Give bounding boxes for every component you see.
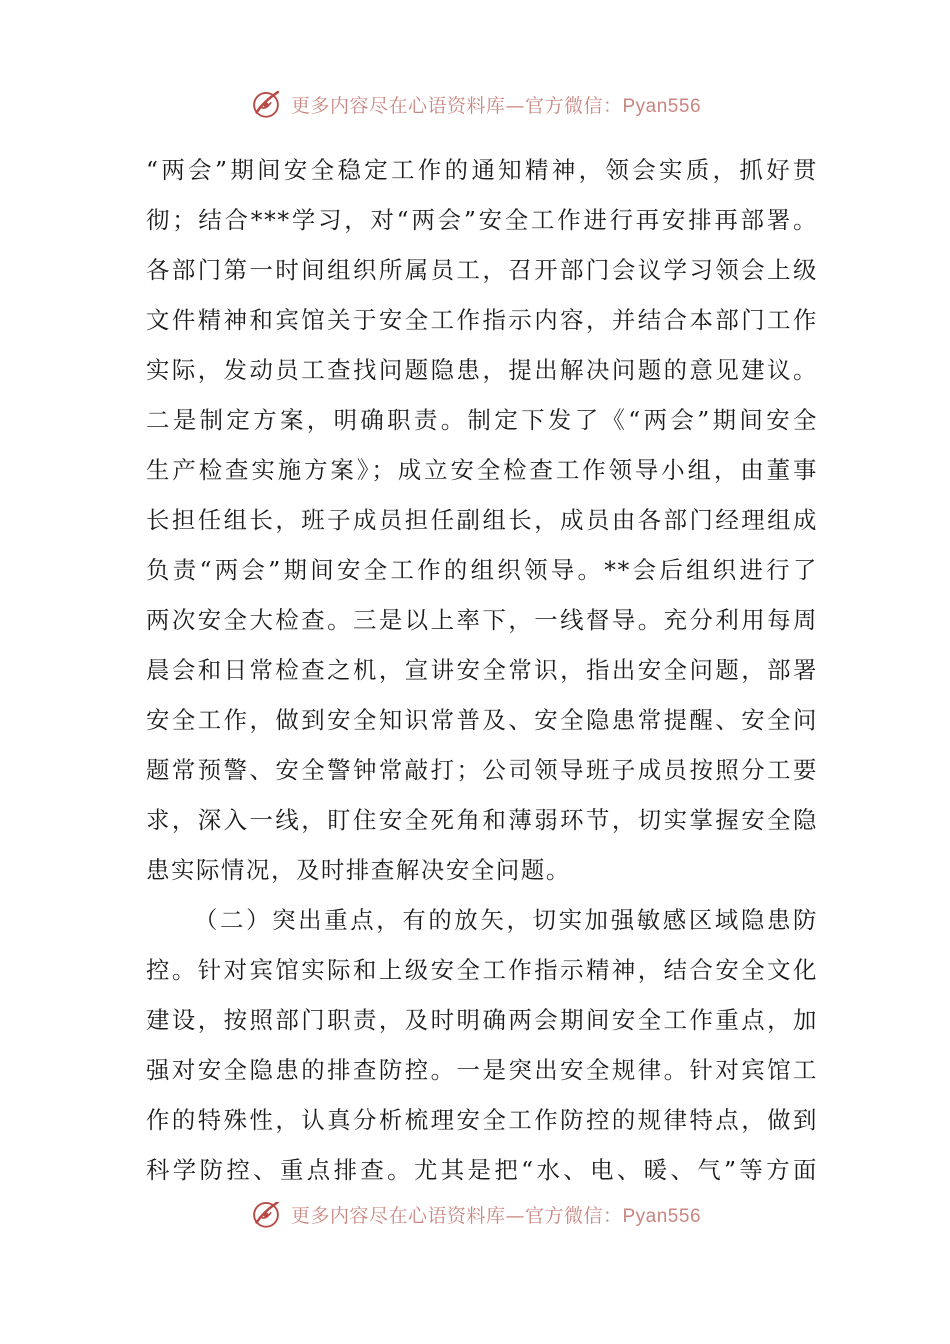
paragraph	[146, 145, 818, 895]
text-line: （二）突出重点，有的放矢，切实加强敏感区域隐患防	[194, 906, 818, 934]
text-line: 控。针对宾馆实际和上级安全工作指示精神，结合安全文化	[146, 956, 818, 984]
text-line: 彻；结合***学习，对“两会”安全工作进行再安排再部署。	[146, 206, 818, 234]
text-line: 两次安全大检查。三是以上率下，一线督导。充分利用每周	[146, 606, 818, 634]
text-line: 负责“两会”期间安全工作的组织领导。**会后组织进行了	[146, 556, 818, 584]
text-line: 文件精神和宾馆关于安全工作指示内容，并结合本部门工作	[146, 306, 818, 334]
text-line: “两会”期间安全稳定工作的通知精神，领会实质，抓好贯	[146, 156, 818, 184]
text-line: 题常预警、安全警钟常敲打；公司领导班子成员按照分工要	[146, 756, 818, 784]
text-line: 实际，发动员工查找问题隐患，提出解决问题的意见建议。	[146, 356, 818, 384]
header-watermark	[0, 84, 950, 124]
watermark-text: 更多内容尽在心语资料库—官方微信：Pyan556	[290, 94, 702, 117]
text-line: 建设，按照部门职责，及时明确两会期间安全工作重点，加	[146, 1006, 818, 1034]
text-line: 强对安全隐患的排查防控。一是突出安全规律。针对宾馆工	[146, 1056, 818, 1084]
text-line: 科学防控、重点排查。尤其是把“水、电、暖、气”等方面	[146, 1156, 818, 1184]
text-line: 二是制定方案，明确职责。制定下发了《“两会”期间安全	[146, 406, 818, 434]
text-line: 长担任组长，班子成员担任副组长，成员由各部门经理组成	[146, 506, 818, 534]
pen-logo-icon	[249, 1202, 283, 1231]
pen-logo-icon	[249, 87, 283, 121]
text-line: 安全工作，做到安全知识常普及、安全隐患常提醒、安全问	[146, 706, 818, 734]
text-line: 患实际情况，及时排查解决安全问题。	[146, 856, 571, 884]
document-body	[146, 145, 818, 1195]
paragraph	[146, 895, 818, 1195]
text-line: 求，深入一线，盯住安全死角和薄弱环节，切实掌握安全隐	[146, 806, 818, 834]
footer-watermark	[0, 1202, 950, 1238]
text-line: 作的特殊性，认真分析梳理安全工作防控的规律特点，做到	[146, 1106, 818, 1134]
watermark-text: 更多内容尽在心语资料库—官方微信：Pyan556	[290, 1204, 702, 1227]
text-line: 各部门第一时间组织所属员工，召开部门会议学习领会上级	[146, 256, 818, 284]
text-line: 生产检查实施方案》；成立安全检查工作领导小组，由董事	[146, 456, 818, 484]
text-line: 晨会和日常检查之机，宣讲安全常识，指出安全问题，部署	[146, 656, 818, 684]
